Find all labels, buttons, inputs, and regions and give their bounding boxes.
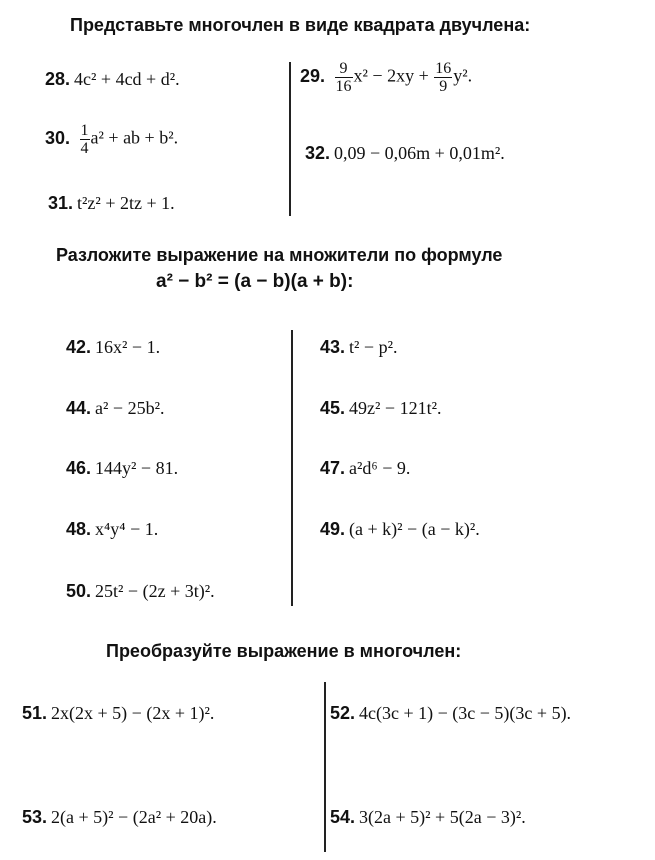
problem-number: 32. (305, 143, 331, 163)
section1-heading: Представьте многочлен в виде квадрата двучлена: (70, 15, 531, 35)
problem-expression: 49z² − 121t². (349, 398, 442, 418)
problem-number: 30. (45, 127, 71, 148)
problem-expression: 4c² + 4cd + d². (74, 69, 180, 89)
problem-44 (66, 397, 164, 419)
column-divider (289, 62, 291, 216)
problem-number: 44. (66, 398, 92, 418)
problem-expression: (a + k)² − (a − k)². (349, 519, 480, 539)
problem-50 (66, 580, 215, 602)
problem-expression-end: y². (453, 65, 473, 86)
problem-expression: a² + ab + b². (90, 127, 179, 148)
problem-number: 47. (320, 458, 346, 478)
fraction-denominator: 4 (80, 140, 89, 157)
fraction (434, 60, 452, 95)
problem-expression: 25t² − (2z + 3t)². (95, 581, 215, 601)
fraction-numerator: 1 (80, 122, 89, 139)
problem-45 (320, 397, 441, 419)
problem-30 (45, 122, 178, 157)
problem-number: 28. (45, 69, 71, 89)
problem-number: 48. (66, 519, 92, 539)
problem-expression: 16x² − 1. (95, 337, 161, 357)
problem-number: 31. (48, 193, 74, 213)
problem-number: 54. (330, 807, 356, 827)
fraction-numerator: 16 (435, 60, 452, 77)
problem-expression: 0,09 − 0,06m + 0,01m². (334, 143, 505, 163)
problem-expression: 2x(2x + 5) − (2x + 1)². (51, 703, 215, 723)
fraction-denominator: 9 (439, 78, 448, 95)
problem-number: 46. (66, 458, 92, 478)
problem-number: 52. (330, 703, 356, 723)
fraction-numerator: 9 (335, 60, 353, 78)
problem-31 (48, 192, 175, 214)
column-divider (291, 330, 293, 606)
problem-46 (66, 457, 178, 479)
section2-heading: Разложите выражение на множители по формуле (56, 245, 503, 265)
problem-number: 43. (320, 337, 346, 357)
problem-number: 50. (66, 581, 92, 601)
problem-expression: 144y² − 81. (95, 458, 179, 478)
fraction (335, 60, 353, 95)
problem-43 (320, 336, 397, 358)
problem-49 (320, 518, 480, 540)
fraction (80, 122, 90, 157)
problem-47 (320, 457, 410, 479)
problem-expression: 3(2a + 5)² + 5(2a − 3)². (359, 807, 526, 827)
problem-48 (66, 518, 158, 540)
problem-expression: 2(a + 5)² − (2a² + 20a). (51, 807, 217, 827)
problem-expression: x⁴y⁴ − 1. (95, 519, 159, 539)
problem-expression: a² − 25b². (95, 398, 165, 418)
problem-54 (330, 806, 526, 828)
problem-number: 42. (66, 337, 92, 357)
problem-28 (45, 68, 180, 90)
problem-expression: t² − p². (349, 337, 398, 357)
problem-number: 51. (22, 703, 48, 723)
problem-52 (330, 702, 571, 724)
problem-expression: a²d⁶ − 9. (349, 458, 411, 478)
problem-expression: x² − 2xy + (353, 65, 429, 86)
problem-29 (300, 60, 472, 95)
problem-32 (305, 142, 505, 164)
problem-expression: t²z² + 2tz + 1. (77, 193, 175, 213)
section3-heading: Преобразуйте выражение в многочлен: (106, 641, 462, 661)
problem-42 (66, 336, 160, 358)
section2-formula: a² − b² = (a − b)(a + b): (156, 271, 354, 292)
problem-number: 29. (300, 65, 326, 86)
problem-number: 45. (320, 398, 346, 418)
problem-number: 49. (320, 519, 346, 539)
problem-51 (22, 702, 214, 724)
fraction-denominator: 16 (335, 78, 352, 95)
problem-53 (22, 806, 217, 828)
problem-expression: 4c(3c + 1) − (3c − 5)(3c + 5). (359, 703, 572, 723)
column-divider (324, 682, 326, 852)
problem-number: 53. (22, 807, 48, 827)
